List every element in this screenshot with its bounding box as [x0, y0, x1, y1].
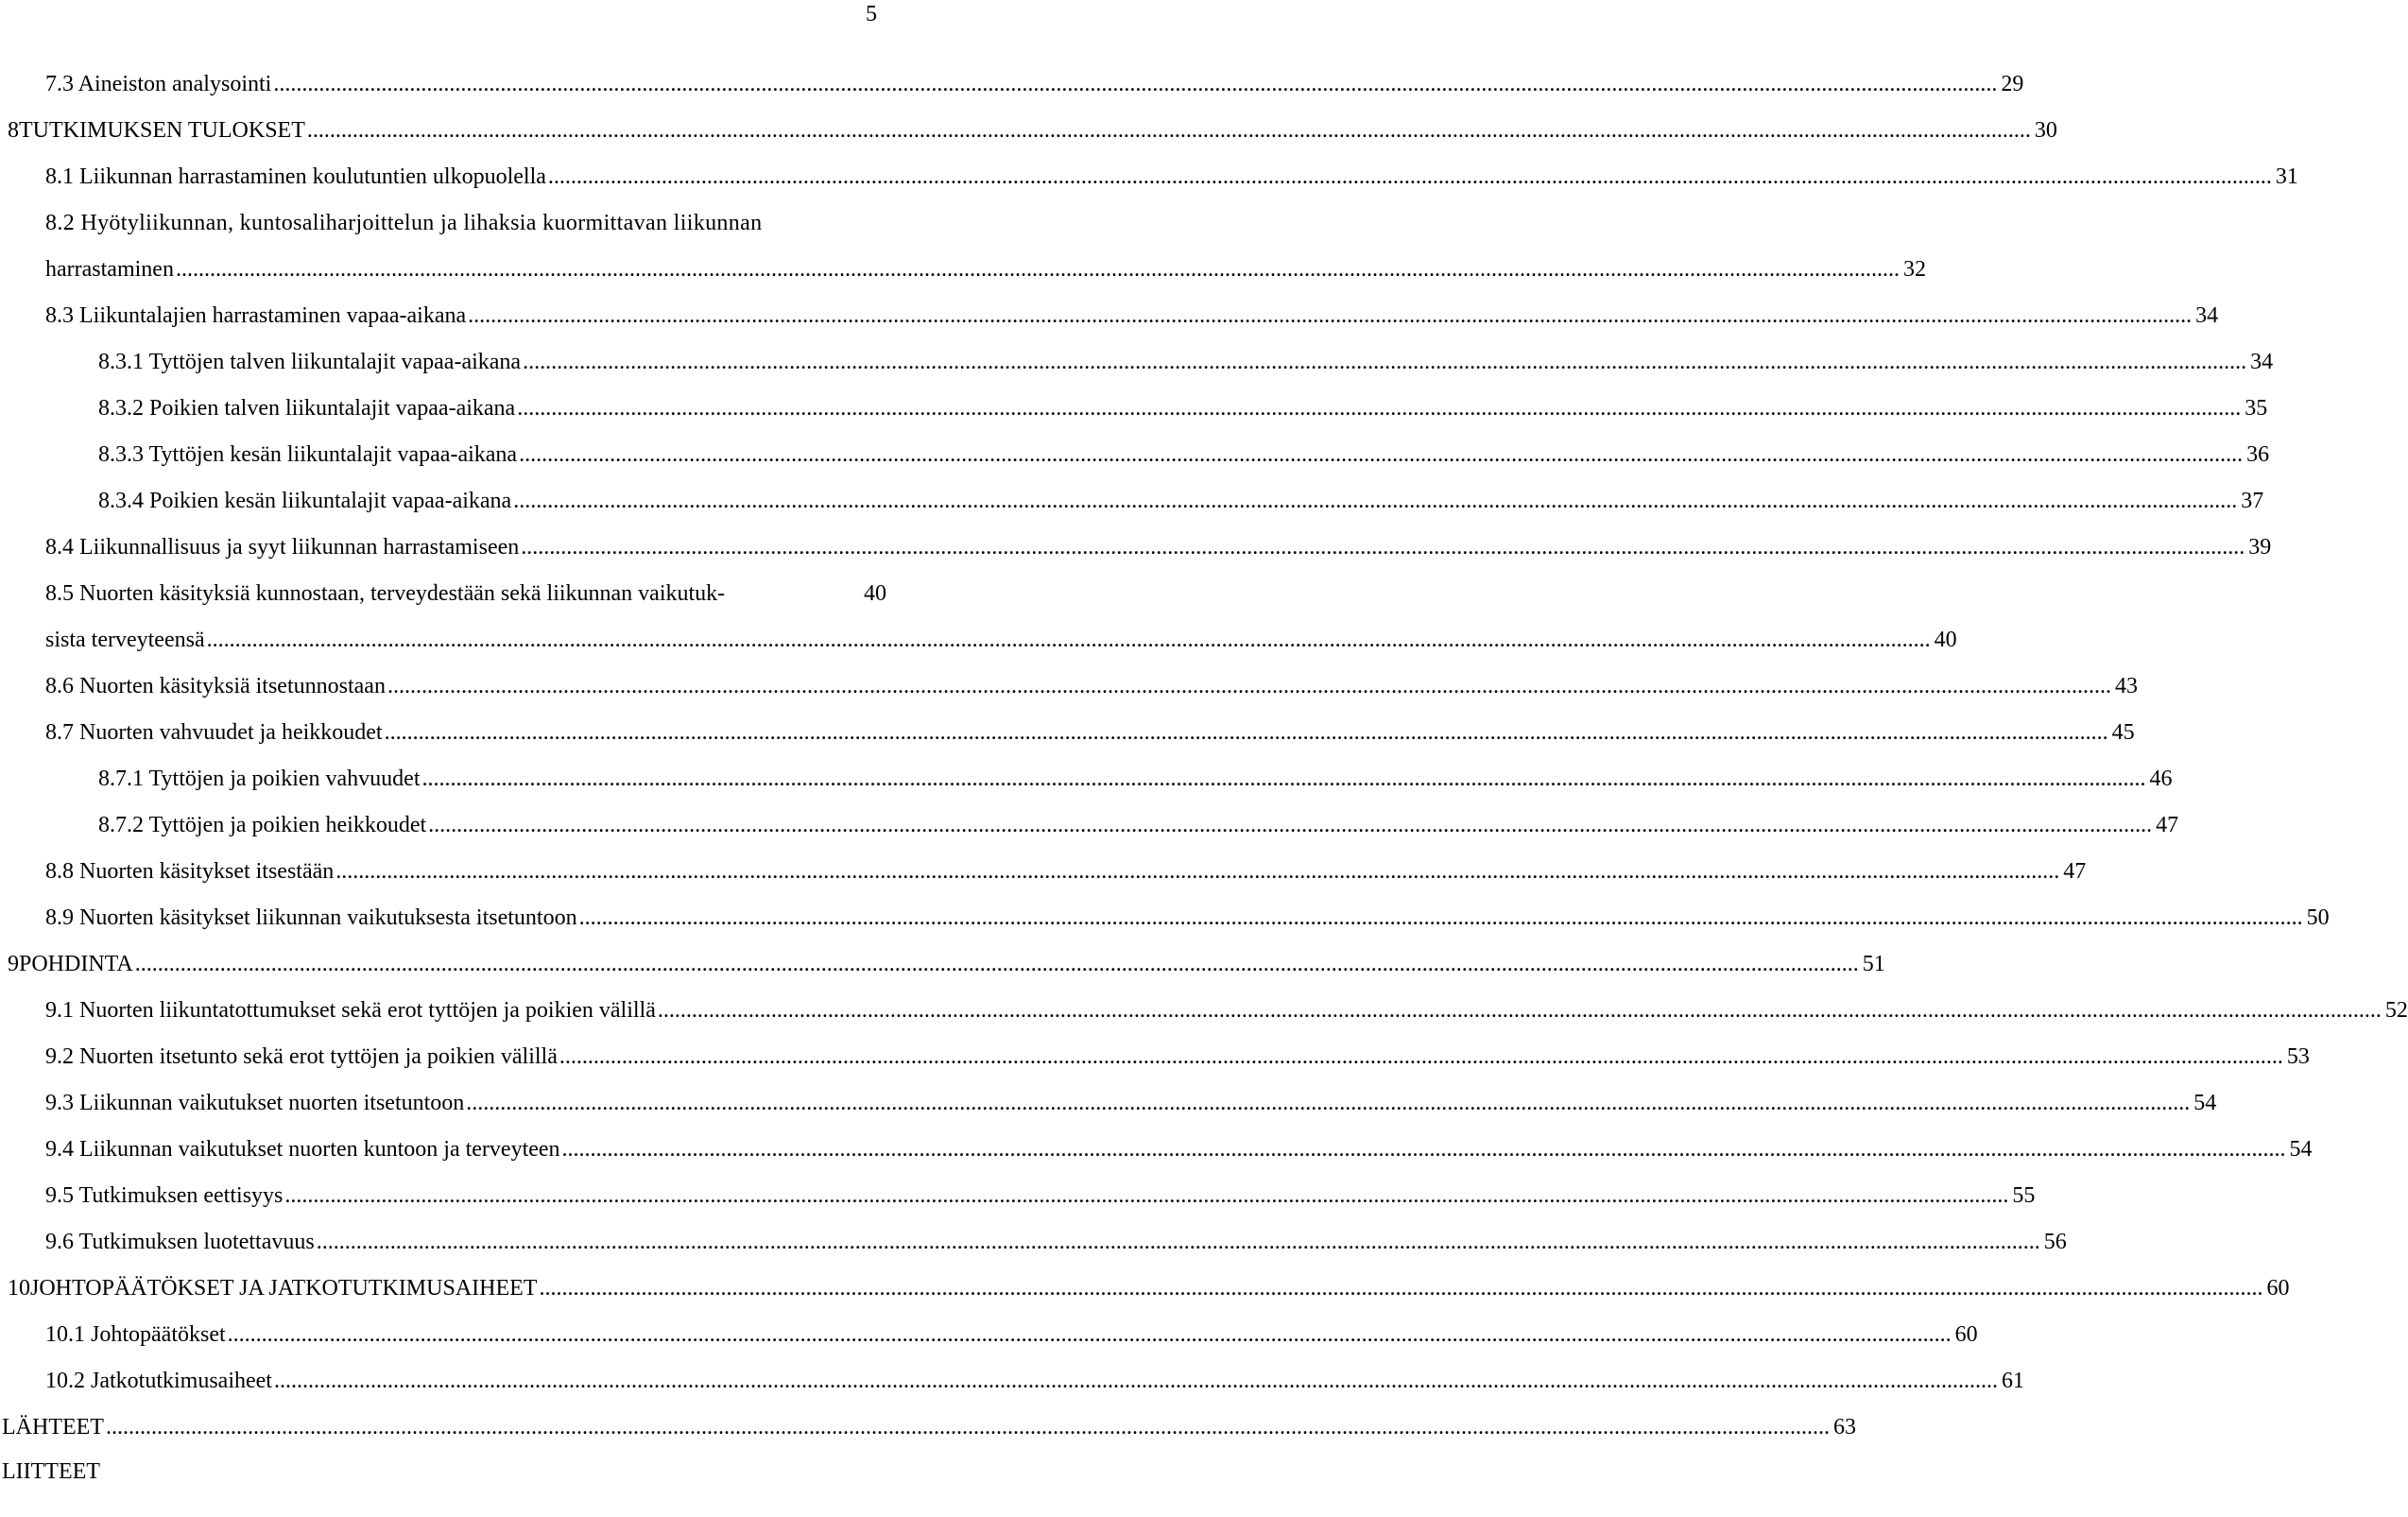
toc-entry-page: 40	[1934, 628, 1957, 652]
toc-leader-dots	[468, 301, 2192, 331]
toc-entry-title: 8.7.1 Tyttöjen ja poikien vahvuudet	[98, 767, 421, 791]
toc-entry-10-1[interactable]	[45, 1319, 1978, 1350]
toc-entry-page: 39	[2248, 535, 2272, 560]
toc-leader-dots	[273, 69, 1997, 99]
page-number: 5	[866, 2, 877, 26]
toc-entry-8-1[interactable]	[45, 162, 2298, 192]
toc-entry-page: 47	[2063, 859, 2087, 884]
toc-entry-page: 50	[2306, 905, 2330, 930]
toc-leader-dots	[335, 856, 2059, 887]
toc-entry-title: 9.6 Tutkimuksen luotettavuus	[45, 1230, 315, 1254]
toc-entry-page: 53	[2286, 1044, 2310, 1069]
toc-entry-8-6[interactable]	[45, 671, 2138, 701]
toc-entry-8-2-line-1[interactable]	[45, 208, 886, 238]
toc-chapter-number: 10	[8, 1276, 30, 1301]
toc-leader-dots	[517, 393, 2241, 423]
toc-entry-title: 10.1 Johtopäätökset	[45, 1322, 226, 1347]
toc-entry-8-7[interactable]	[45, 717, 2135, 748]
toc-entry-title: LÄHTEET	[2, 1415, 104, 1439]
toc-leader-dots	[317, 1227, 2040, 1257]
toc-chapter-number: 8	[8, 118, 19, 143]
toc-leader-dots	[521, 532, 2245, 562]
toc-leader-dots	[422, 764, 2146, 794]
toc-entry-page: 34	[2195, 303, 2219, 328]
toc-leader-dots	[274, 1366, 1998, 1396]
toc-entry-title: 9.4 Liikunnan vaikutukset nuorten kuntoon ja terveyteen	[45, 1137, 560, 1162]
toc-entry-8-9[interactable]	[45, 903, 2330, 933]
toc-entry-8-3-2[interactable]	[98, 393, 2268, 423]
toc-entry-page: 45	[2111, 720, 2135, 745]
toc-entry-9-4[interactable]	[45, 1134, 2313, 1164]
toc-entry-8-7-1[interactable]	[98, 764, 2173, 794]
toc-entry-title: 8.3.3 Tyttöjen kesän liikuntalajit vapaa-aikana	[98, 442, 518, 467]
toc-entry-9-5[interactable]	[45, 1181, 2036, 1211]
toc-entry-page: 55	[2012, 1183, 2036, 1208]
toc-entry-page: 30	[2034, 118, 2057, 143]
toc-entry-page: 56	[2043, 1230, 2067, 1254]
toc-entry-page: 36	[2246, 442, 2270, 467]
toc-chapter-number: 9	[8, 952, 19, 976]
toc-leader-dots	[228, 1319, 1952, 1350]
toc-entry-liitteet[interactable]	[2, 1457, 886, 1487]
toc-leader-dots	[135, 949, 1859, 979]
toc-entry-8-3[interactable]	[45, 301, 2219, 331]
toc-entry-lahteet[interactable]	[2, 1412, 1856, 1442]
toc-entry-title: TUTKIMUKSEN TULOKSET	[19, 118, 305, 143]
toc-entry-title: 8.2 Hyötyliikunnan, kuntosaliharjoittelun ja lihaksia kuormittavan liikunnan	[45, 211, 763, 235]
toc-entry-page: 32	[1902, 257, 1926, 282]
toc-leader-dots	[466, 1088, 2190, 1118]
toc-entry-8-3-4[interactable]	[98, 486, 2264, 516]
toc-entry-title: 8.8 Nuorten käsitykset itsestään	[45, 859, 335, 884]
toc-entry-8-8[interactable]	[45, 856, 2087, 887]
toc-entry-page: 54	[2193, 1091, 2217, 1115]
toc-leader-dots	[579, 903, 2303, 933]
toc-entry-title: 9.1 Nuorten liikuntatottumukset sekä erot tyttöjen ja poikien välillä	[45, 998, 656, 1023]
toc-entry-title: 9.5 Tutkimuksen eettisyys	[45, 1183, 284, 1208]
toc-entry-title: 8.1 Liikunnan harrastaminen koulutuntien ulkopuolella	[45, 164, 546, 189]
toc-entry-8-7-2[interactable]	[98, 810, 2179, 840]
toc-leader-dots	[385, 717, 2108, 748]
toc-entry-page: 34	[2250, 350, 2274, 374]
toc-leader-dots	[513, 486, 2237, 516]
toc-entry-8[interactable]	[8, 115, 2057, 146]
toc-leader-dots	[207, 625, 1931, 655]
toc-leader-dots	[562, 1134, 2286, 1164]
toc-entry-8-3-1[interactable]	[98, 347, 2274, 377]
toc-entry-9-2[interactable]	[45, 1042, 2310, 1072]
toc-entry-9-3[interactable]	[45, 1088, 2217, 1118]
toc-entry-page: 54	[2289, 1137, 2313, 1162]
toc-entry-7-3[interactable]	[45, 69, 2024, 99]
toc-entry-title: harrastaminen	[45, 257, 174, 282]
toc-leader-dots	[523, 347, 2246, 377]
toc-entry-title: POHDINTA	[19, 952, 133, 976]
toc-entry-10-2[interactable]	[45, 1366, 2024, 1396]
toc-entry-title: LIITTEET	[2, 1459, 100, 1484]
toc-entry-page: 46	[2149, 767, 2173, 791]
toc-entry-10[interactable]	[8, 1273, 2290, 1303]
toc-entry-9-6[interactable]	[45, 1227, 2067, 1257]
toc-entry-title: 7.3 Aineiston analysointi	[45, 72, 272, 96]
toc-entry-8-4[interactable]	[45, 532, 2272, 562]
toc-leader-dots	[548, 162, 2272, 192]
toc-entry-title: 8.3 Liikuntalajien harrastaminen vapaa-aikana	[45, 303, 467, 328]
toc-entry-title: 9.2 Nuorten itsetunto sekä erot tyttöjen ja poikien välillä	[45, 1044, 558, 1069]
toc-entry-title: 8.4 Liikunnallisuus ja syyt liikunnan harrastamiseen	[45, 535, 520, 560]
toc-entry-title: 8.3.4 Poikien kesän liikuntalajit vapaa-aikana	[98, 489, 512, 513]
toc-entry-page: 51	[1862, 952, 1885, 976]
toc-entry-8-5-line-2[interactable]	[45, 625, 1957, 655]
toc-leader-dots	[428, 810, 2152, 840]
toc-entry-title: sista terveyteensä	[45, 628, 205, 652]
toc-entry-title: 8.3.2 Poikien talven liikuntalajit vapaa-aikana	[98, 396, 516, 421]
toc-entry-9[interactable]	[8, 949, 1885, 979]
toc-entry-page: 60	[1954, 1322, 1978, 1347]
toc-entry-8-2-line-2[interactable]	[45, 254, 1926, 284]
toc-leader-dots	[387, 671, 2111, 701]
toc-leader-dots	[519, 440, 2243, 470]
toc-entry-title: 8.3.1 Tyttöjen talven liikuntalajit vapaa-aikana	[98, 350, 522, 374]
toc-entry-page: 61	[2001, 1369, 2024, 1393]
toc-entry-title: 10.2 Jatkotutkimusaiheet	[45, 1369, 272, 1393]
toc-leader-dots	[539, 1273, 2262, 1303]
toc-entry-page: 37	[2241, 489, 2264, 513]
toc-entry-page: 60	[2266, 1276, 2290, 1301]
toc-entry-8-5-line-1[interactable]	[45, 578, 886, 609]
toc-entry-page: 35	[2245, 396, 2268, 421]
toc-leader-dots	[284, 1181, 2008, 1211]
toc-entry-page: 31	[2275, 164, 2298, 189]
toc-entry-title: 8.7.2 Tyttöjen ja poikien heikkoudet	[98, 813, 427, 837]
toc-leader-dots	[176, 254, 1900, 284]
toc-entry-title: 9.3 Liikunnan vaikutukset nuorten itsetuntoon	[45, 1091, 465, 1115]
toc-entry-8-3-3[interactable]	[98, 440, 2270, 470]
toc-entry-page: 29	[2001, 72, 2024, 96]
toc-entry-page: 47	[2156, 813, 2179, 837]
toc-entry-title: JOHTOPÄÄTÖKSET JA JATKOTUTKIMUSAIHEET	[30, 1276, 538, 1301]
toc-leader-dots	[106, 1412, 1830, 1442]
toc-entry-title: 8.6 Nuorten käsityksiä itsetunnostaan	[45, 674, 386, 698]
toc-entry-title: 8.5 Nuorten käsityksiä kunnostaan, terveydestään sekä liikunnan vaikutuk-	[45, 581, 726, 606]
toc-leader-dots	[658, 995, 2382, 1026]
toc-leader-dots	[559, 1042, 2283, 1072]
toc-entry-page: 40	[864, 581, 886, 606]
toc-entry-title: 8.9 Nuorten käsitykset liikunnan vaikutuksesta itsetuntoon	[45, 905, 577, 930]
toc-leader-dots	[307, 115, 2031, 146]
toc-entry-page: 43	[2114, 674, 2138, 698]
toc-entry-page: 52	[2384, 998, 2408, 1023]
toc-entry-title: 8.7 Nuorten vahvuudet ja heikkoudet	[45, 720, 383, 745]
toc-entry-9-1[interactable]	[45, 995, 2408, 1026]
toc-entry-page: 63	[1832, 1415, 1856, 1439]
